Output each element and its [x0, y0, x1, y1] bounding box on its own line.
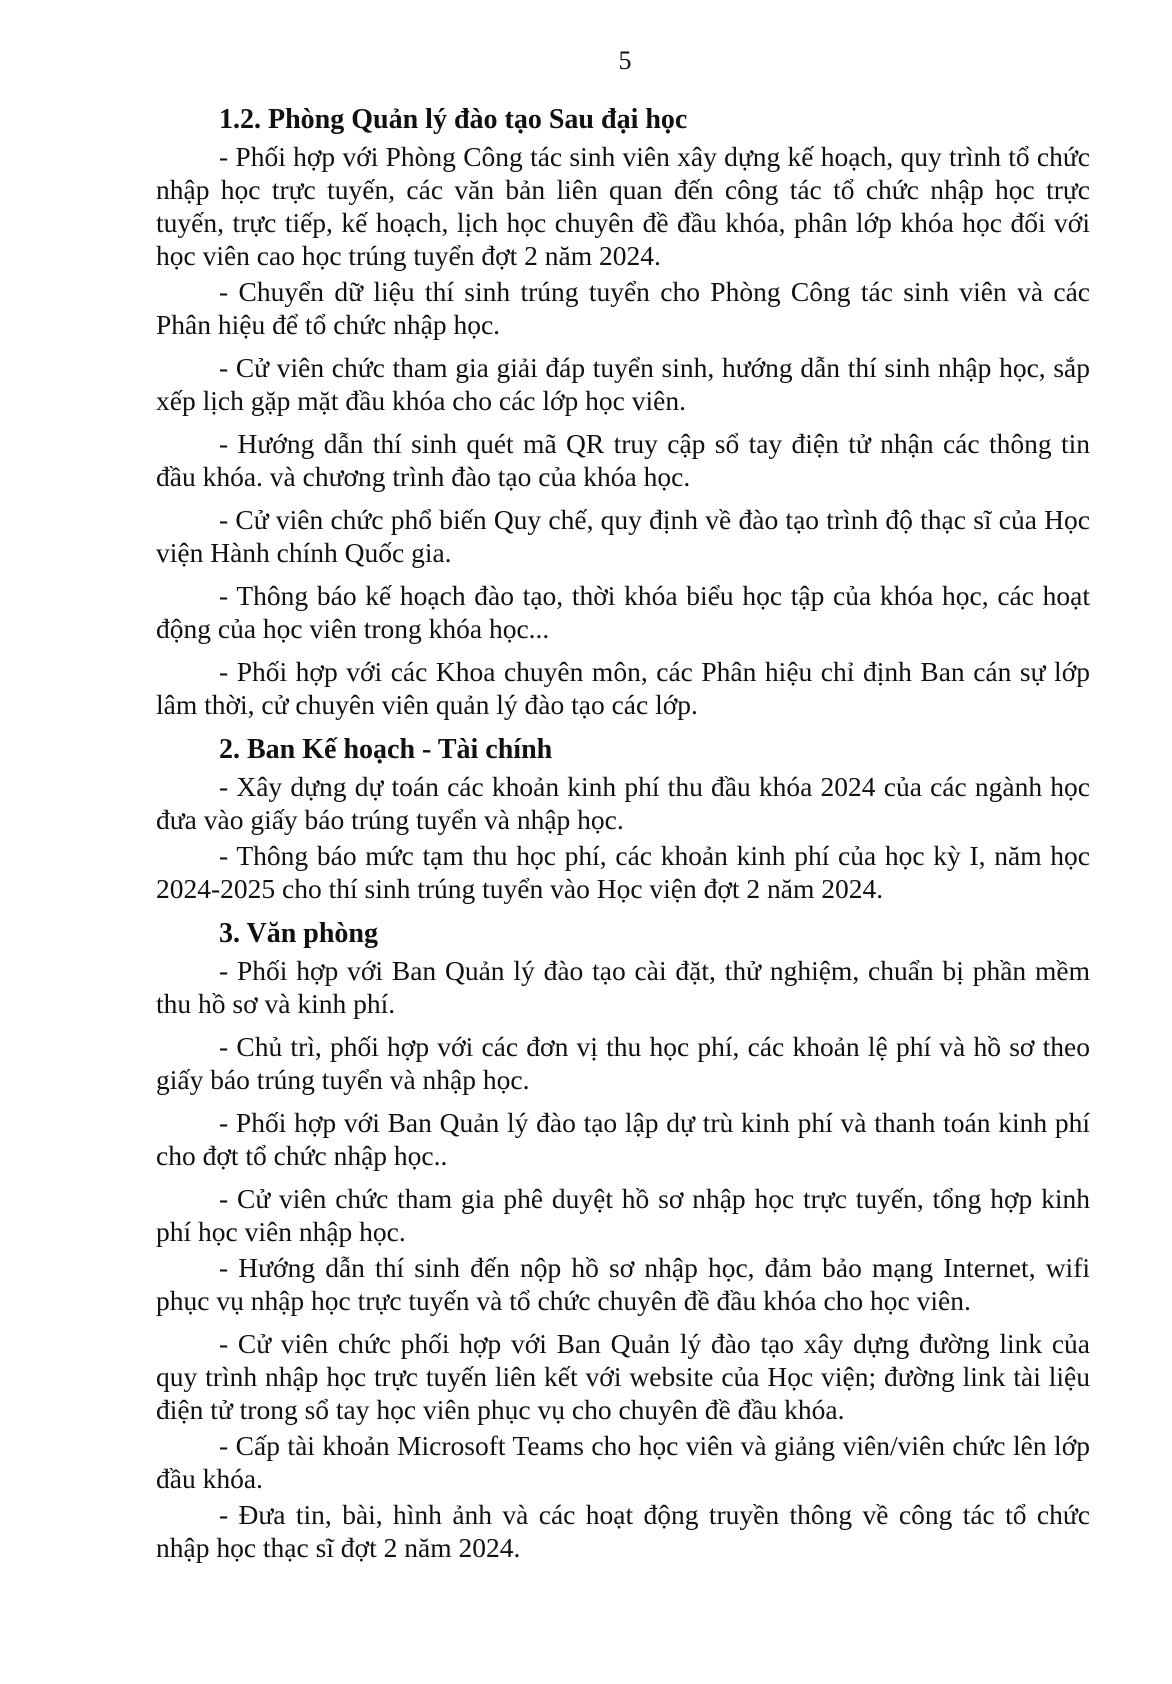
- page-number: 5: [618, 46, 632, 75]
- paragraph: - Cử viên chức phối hợp với Ban Quản lý đào tạo xây dựng đường link của quy trình nhập học trực tuyến liên kết với website của Học viện; đường link tài liệu điện tử trong sổ tay học viên phục vụ cho chuyên đề đầu khóa.: [156, 1328, 1090, 1425]
- section-office: [156, 917, 1090, 1564]
- section-heading: 2. Ban Kế hoạch - Tài chính: [219, 734, 553, 765]
- paragraph: - Cấp tài khoản Microsoft Teams cho học viên và giảng viên/viên chức lên lớp đầu khóa.: [156, 1430, 1090, 1494]
- paragraph: - Chủ trì, phối hợp với các đơn vị thu học phí, các khoản lệ phí và hồ sơ theo giấy báo trúng tuyển và nhập học.: [156, 1031, 1090, 1095]
- paragraph: - Phối hợp với Phòng Công tác sinh viên xây dựng kế hoạch, quy trình tổ chức nhập học trực tuyến, các văn bản liên quan đến công tác tổ chức nhập học trực tuyến, trực tiếp, kế hoạch, lịch học chuyên đề đầu khóa, phân lớp khóa học đối với học viên cao học trúng tuyển đợt 2 năm 2024.: [156, 141, 1090, 271]
- section-planning-finance: [156, 733, 1090, 905]
- paragraph: - Xây dựng dự toán các khoản kinh phí thu đầu khóa 2024 của các ngành học đưa vào giấy báo trúng tuyển và nhập học.: [156, 771, 1090, 835]
- paragraph: - Hướng dẫn thí sinh đến nộp hồ sơ nhập học, đảm bảo mạng Internet, wifi phục vụ nhập học trực tuyến và tổ chức chuyên đề đầu khóa cho học viên.: [156, 1252, 1090, 1316]
- document-body: [156, 103, 1090, 1574]
- paragraph: - Hướng dẫn thí sinh quét mã QR truy cập sổ tay điện tử nhận các thông tin đầu khóa. và chương trình đào tạo của khóa học.: [156, 428, 1090, 492]
- paragraph: - Chuyển dữ liệu thí sinh trúng tuyển cho Phòng Công tác sinh viên và các Phân hiệu để tổ chức nhập học.: [156, 276, 1090, 340]
- section-heading: 1.2. Phòng Quản lý đào tạo Sau đại học: [219, 104, 688, 135]
- paragraph: - Cử viên chức tham gia giải đáp tuyển sinh, hướng dẫn thí sinh nhập học, sắp xếp lịch gặp mặt đầu khóa cho các lớp học viên.: [156, 352, 1090, 416]
- paragraph: - Thông báo kế hoạch đào tạo, thời khóa biểu học tập của khóa học, các hoạt động của học viên trong khóa học...: [156, 580, 1090, 644]
- section-postgraduate-office: [156, 103, 1090, 721]
- paragraph: - Cử viên chức tham gia phê duyệt hồ sơ nhập học trực tuyến, tổng hợp kinh phí học viên nhập học.: [156, 1183, 1090, 1247]
- paragraph: - Phối hợp với các Khoa chuyên môn, các Phân hiệu chỉ định Ban cán sự lớp lâm thời, cử chuyên viên quản lý đào tạo các lớp.: [156, 656, 1090, 720]
- paragraph: - Thông báo mức tạm thu học phí, các khoản kinh phí của học kỳ I, năm học 2024-2025 cho thí sinh trúng tuyển vào Học viện đợt 2 năm 2024.: [156, 840, 1090, 904]
- paragraph: - Phối hợp với Ban Quản lý đào tạo cài đặt, thử nghiệm, chuẩn bị phần mềm thu hồ sơ và kinh phí.: [156, 955, 1090, 1019]
- paragraph: - Cử viên chức phổ biến Quy chế, quy định về đào tạo trình độ thạc sĩ của Học viện Hành chính Quốc gia.: [156, 504, 1090, 568]
- paragraph: - Đưa tin, bài, hình ảnh và các hoạt động truyền thông về công tác tổ chức nhập học thạc sĩ đợt 2 năm 2024.: [156, 1499, 1090, 1563]
- paragraph: - Phối hợp với Ban Quản lý đào tạo lập dự trù kinh phí và thanh toán kinh phí cho đợt tổ chức nhập học..: [156, 1107, 1090, 1171]
- section-heading: 3. Văn phòng: [219, 918, 379, 949]
